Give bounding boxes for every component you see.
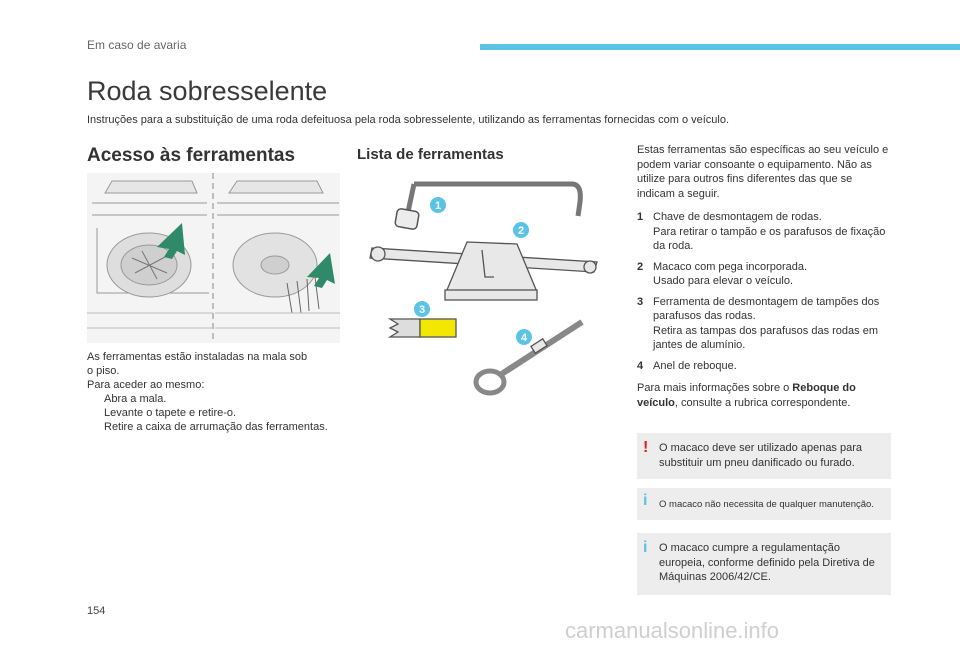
bullet-text: Levante o tapete e retire-o. [104, 407, 237, 419]
tool-number: 4 [637, 359, 644, 372]
towing-suffix: , consulte a rubrica correspondente. [674, 396, 851, 409]
cap-tool-drawing [390, 319, 456, 337]
tool-desc: Retira as tampas dos parafusos das rodas em jantes de alumínio. [653, 324, 879, 351]
tool-number: 1 [637, 211, 644, 223]
callout-label: 3 [418, 304, 426, 316]
watermark: carmanualsonline.info [565, 618, 780, 643]
tool-item [637, 210, 891, 254]
tool-item [637, 359, 891, 374]
tool-desc: Usado para elevar o veículo. [653, 275, 794, 287]
bullet-item [87, 392, 342, 406]
tool-title: Chave de desmontagem de rodas. [653, 211, 822, 223]
callout-2 [513, 222, 529, 238]
callout-1 [430, 197, 446, 213]
tools-illustration [362, 172, 602, 402]
tool-title: Ferramenta de desmontagem de tampões dos parafusos das rodas. [653, 295, 880, 322]
note-text: O macaco deve ser utilizado apenas para substituir um pneu danificado ou furado. [659, 442, 863, 469]
bullet-item [87, 406, 342, 420]
note-text: O macaco cumpre a regulamentação europeia, conforme definido pela Diretiva de Máquinas 2006/42/CE. [659, 542, 875, 583]
towing-reference [637, 381, 891, 410]
bullet-mark [87, 406, 104, 420]
info-icon: i [643, 539, 648, 556]
towing-prefix: Para mais informações sobre o [637, 382, 793, 394]
tool-desc: Para retirar o tampão e os parafusos de fixação da roda. [653, 225, 886, 252]
tools-heading: Lista de ferramentas [357, 146, 504, 163]
bullet-text: Retire a caixa de arrumação das ferramentas. [104, 421, 328, 433]
callout-3 [414, 301, 430, 317]
access-instructions [87, 350, 342, 434]
intro-text: Instruções para a substituição de uma roda defeituosa pela roda sobresselente, utilizando as ferramentas fornecidas com o veículo. [87, 114, 730, 126]
access-heading: Acesso às ferramentas [87, 145, 296, 166]
info-note [637, 533, 891, 595]
warning-note [637, 433, 891, 479]
note-text: O macaco não necessita de qualquer manutenção. [659, 499, 874, 510]
section-header: Em caso de avaria [87, 38, 187, 52]
bullet-mark [87, 392, 104, 406]
header-accent-bar [480, 44, 960, 50]
info-icon: i [643, 492, 648, 509]
info-note [637, 488, 891, 520]
access-line: As ferramentas estão instaladas na mala sob [87, 351, 308, 363]
page-number: 154 [87, 605, 106, 617]
access-line: o piso. [87, 365, 120, 377]
tool-item [637, 260, 891, 289]
page-title: Roda sobresselente [87, 76, 328, 106]
tool-item [637, 295, 891, 353]
jack-drawing [370, 242, 597, 300]
callout-label: 4 [520, 332, 528, 344]
warning-icon: ! [643, 439, 649, 456]
tool-title: Macaco com pega incorporada. [653, 260, 808, 273]
trunk-illustration [87, 173, 340, 343]
bullet-mark [87, 420, 104, 434]
bullet-item [87, 420, 342, 434]
tool-number: 3 [637, 295, 644, 308]
access-line: Para aceder ao mesmo: [87, 379, 205, 391]
callout-label: 1 [434, 200, 442, 212]
towing-link-text: Reboque do veículo [637, 382, 856, 409]
tools-intro: Estas ferramentas são específicas ao seu veículo e podem variar consoante o equipamento. Não as utilize para outros fins diferentes das que se indicam a seguir. [637, 144, 889, 200]
callout-4 [516, 329, 532, 345]
tool-number: 2 [637, 260, 644, 273]
callout-label: 2 [517, 225, 525, 237]
tool-title: Anel de reboque. [653, 359, 737, 372]
tools-description [637, 143, 891, 419]
bullet-text: Abra a mala. [104, 393, 167, 405]
wheel-brace-drawing [395, 184, 581, 230]
